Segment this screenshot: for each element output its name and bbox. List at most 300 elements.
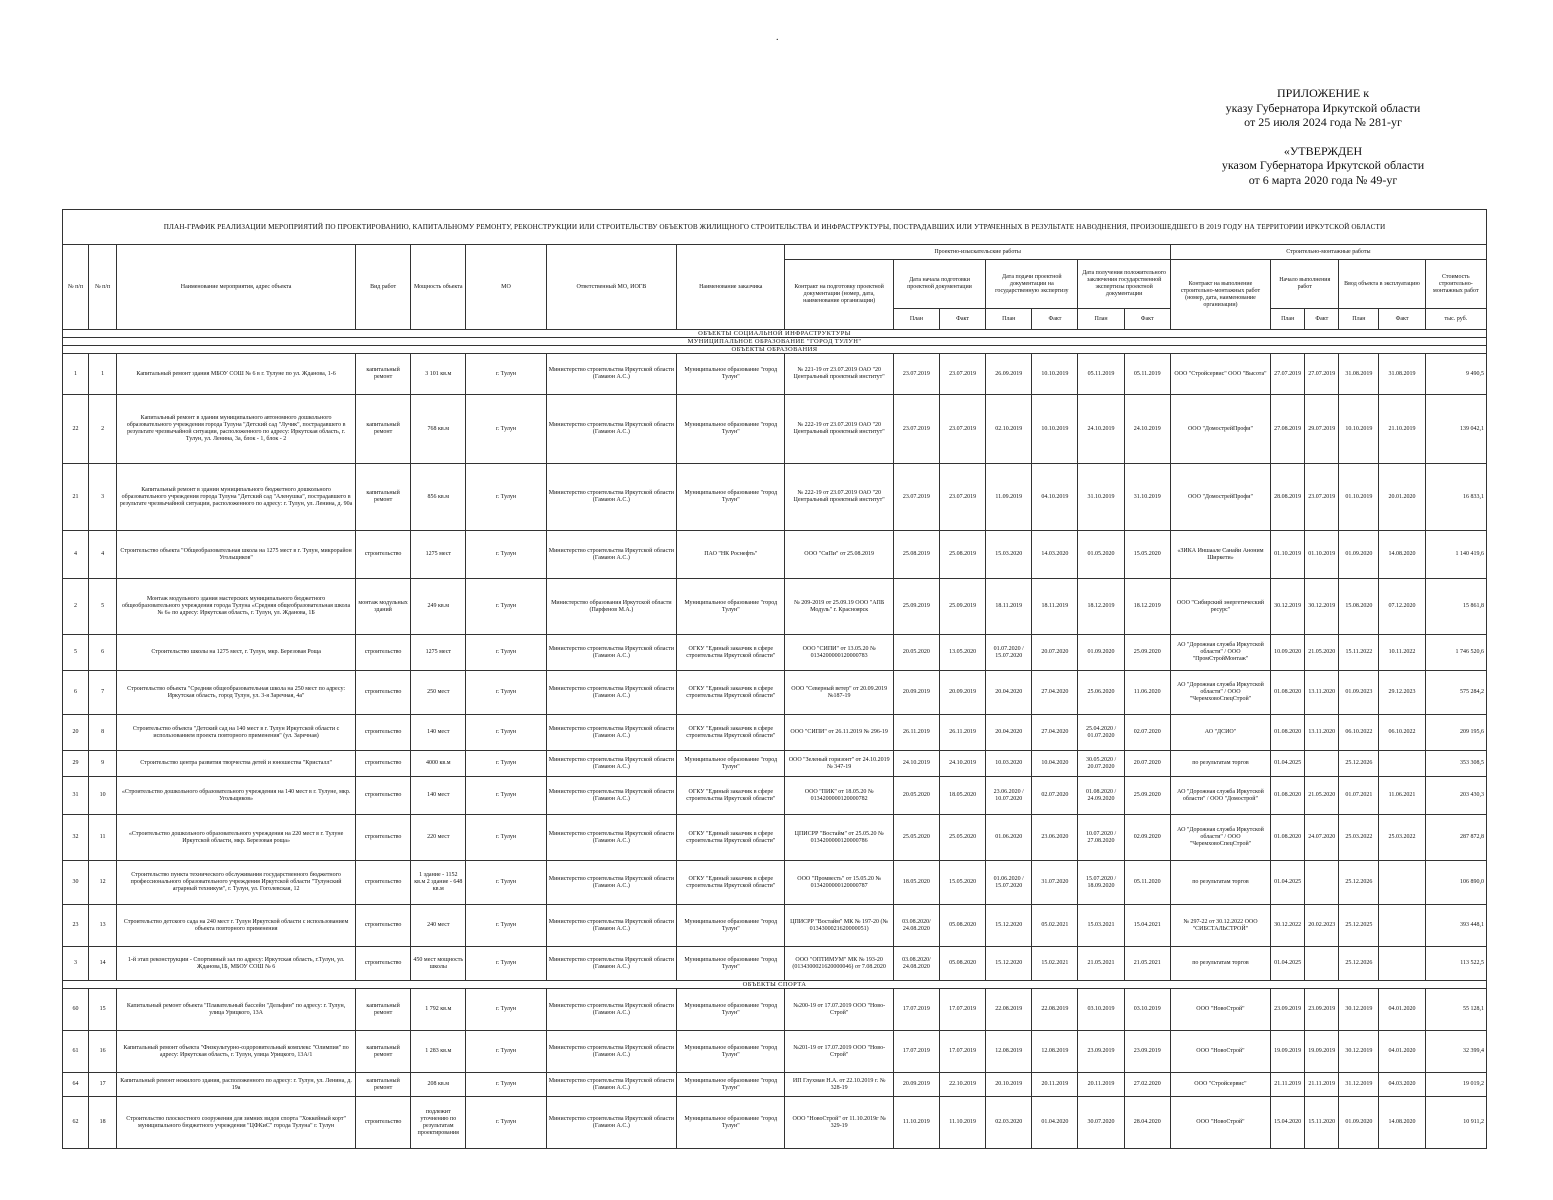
- build-start-fact: 23.09.2019: [1305, 989, 1339, 1031]
- cost: 575 284,2: [1425, 671, 1486, 715]
- responsible: Министерство образования Иркутской области (Парфенов М.А.): [546, 579, 676, 635]
- commissioning-fact: [1379, 861, 1425, 905]
- expertise-result-fact: 05.11.2019: [1124, 354, 1170, 395]
- build-contract: ООО "НовоСтрой": [1170, 1031, 1270, 1073]
- design-start-fact: 18.05.2020: [940, 777, 986, 815]
- commissioning-plan: 01.07.2021: [1339, 777, 1379, 815]
- row-num: 64: [63, 1073, 89, 1097]
- responsible: Министерство строительства Иркутской области (Гамаюн А.С.): [546, 989, 676, 1031]
- capacity: 208 кв.м: [411, 1073, 466, 1097]
- work-type: строительство: [356, 751, 411, 777]
- col-num: № п/п: [63, 245, 89, 330]
- table-title: ПЛАН-ГРАФИК РЕАЛИЗАЦИИ МЕРОПРИЯТИЙ ПО ПРОЕКТИРОВАНИЮ, КАПИТАЛЬНОМУ РЕМОНТУ, РЕКОНСТРУКЦИИ ИЛИ СТРОИТЕЛЬСТВУ ОБЪЕКТОВ ЖИЛИЩНОГО СТРОИТЕЛЬСТВА И ИНФРАСТРУКТУРЫ, ПОСТРАДАВШИХ ИЛИ УТРАЧЕННЫХ В РЕЗУЛЬТАТЕ НАВОДНЕНИЯ, ПРОИЗОШЕДШЕГО В 2019 ГОДУ НА ТЕРРИТОРИИ ИРКУТСКОЙ ОБЛАСТИ: [63, 210, 1487, 245]
- build-start-plan: 23.09.2019: [1271, 989, 1305, 1031]
- mo: г. Тулун: [466, 531, 546, 579]
- commissioning-plan: 01.09.2023: [1339, 671, 1379, 715]
- group-design-works: Проектно-изыскательские работы: [785, 245, 1170, 260]
- object-name: Капитальный ремонт объекта "Плавательный бассейн "Дельфин" по адресу: г. Тулун, улица Урицкого, 13А: [117, 989, 356, 1031]
- expertise-submit-fact: 27.04.2020: [1032, 715, 1078, 751]
- col-expertise-submit: Дата подачи проектной документации на государственную экспертизу: [986, 260, 1078, 309]
- sub-plan: План: [1339, 309, 1379, 330]
- responsible: Министерство строительства Иркутской области (Гамаюн А.С.): [546, 947, 676, 981]
- expertise-result-plan: 01.05.2020: [1078, 531, 1124, 579]
- responsible: Министерство строительства Иркутской области (Гамаюн А.С.): [546, 354, 676, 395]
- cost: 106 890,0: [1425, 861, 1486, 905]
- work-type: строительство: [356, 671, 411, 715]
- responsible: Министерство строительства Иркутской области (Гамаюн А.С.): [546, 1097, 676, 1149]
- responsible: Министерство строительства Иркутской области (Гамаюн А.С.): [546, 815, 676, 861]
- sub-cost-unit: тыс. руб.: [1425, 309, 1486, 330]
- build-contract: ООО "Стройсервис" ООО "Высота": [1170, 354, 1270, 395]
- build-start-fact: 01.10.2019: [1305, 531, 1339, 579]
- commissioning-plan: 10.10.2019: [1339, 395, 1379, 464]
- row-num2: 17: [89, 1073, 117, 1097]
- design-start-plan: 03.08.2020/ 24.08.2020: [893, 947, 939, 981]
- build-start-plan: 01.08.2020: [1271, 815, 1305, 861]
- expertise-submit-plan: 01.07.2020 / 15.07.2020: [986, 635, 1032, 671]
- object-name: Капитальный ремонт нежилого здания, расположенного по адресу: г. Тулун, ул. Ленина, д. 19а: [117, 1073, 356, 1097]
- mo: г. Тулун: [466, 715, 546, 751]
- expertise-submit-fact: 22.08.2019: [1032, 989, 1078, 1031]
- row-num: 60: [63, 989, 89, 1031]
- col-work-type: Вид работ: [356, 245, 411, 330]
- design-start-fact: 23.07.2019: [940, 464, 986, 531]
- mo: г. Тулун: [466, 905, 546, 947]
- work-type: строительство: [356, 635, 411, 671]
- table-row: [63, 635, 1487, 671]
- table-row: [63, 579, 1487, 635]
- row-num: 6: [63, 671, 89, 715]
- mo: г. Тулун: [466, 671, 546, 715]
- design-start-fact: 23.07.2019: [940, 395, 986, 464]
- object-name: Строительство детского сада на 240 мест г. Тулун Иркутской области с использованием объекта повторного применения: [117, 905, 356, 947]
- capacity: 220 мест: [411, 815, 466, 861]
- table-row: [63, 905, 1487, 947]
- design-start-plan: 25.05.2020: [893, 815, 939, 861]
- cost: 1 140 419,6: [1425, 531, 1486, 579]
- row-num2: 15: [89, 989, 117, 1031]
- capacity: 1 792 кв.м: [411, 989, 466, 1031]
- customer: ОГКУ "Единый заказчик в сфере строительства Иркутской области": [677, 815, 785, 861]
- capacity: 250 мест: [411, 671, 466, 715]
- row-num2: 2: [89, 395, 117, 464]
- design-start-fact: 17.07.2019: [940, 1031, 986, 1073]
- commissioning-plan: 01.09.2020: [1339, 531, 1379, 579]
- build-start-plan: 01.08.2020: [1271, 777, 1305, 815]
- row-num: 31: [63, 777, 89, 815]
- capacity: 249 кв.м: [411, 579, 466, 635]
- commissioning-fact: 20.01.2020: [1379, 464, 1425, 531]
- expertise-submit-plan: 02.03.2020: [986, 1097, 1032, 1149]
- work-type: монтаж модульных зданий: [356, 579, 411, 635]
- design-contract: ООО "НовоСтрой" от 11.10.2019г № 329-19: [785, 1097, 893, 1149]
- responsible: Министерство строительства Иркутской области (Гамаюн А.С.): [546, 861, 676, 905]
- section-municipality: МУНИЦИПАЛЬНОЕ ОБРАЗОВАНИЕ "ГОРОД ТУЛУН": [63, 338, 1487, 346]
- cost: 9 490,5: [1425, 354, 1486, 395]
- sub-fact: Факт: [1305, 309, 1339, 330]
- capacity: подлежит уточнению по результатам проектирования: [411, 1097, 466, 1149]
- col-design-start: Дата начала подготовки проектной документации: [893, 260, 985, 309]
- section-sport: ОБЪЕКТЫ СПОРТА: [63, 981, 1487, 989]
- design-start-plan: 17.07.2019: [893, 989, 939, 1031]
- mo: г. Тулун: [466, 1073, 546, 1097]
- expertise-submit-fact: 23.06.2020: [1032, 815, 1078, 861]
- expertise-result-fact: 02.09.2020: [1124, 815, 1170, 861]
- commissioning-fact: [1379, 905, 1425, 947]
- row-num: 20: [63, 715, 89, 751]
- object-name: Капитальный ремонт объекта "Физкультурно-оздоровительный комплекс "Олимпия" по адресу: Иркутская область, г. Тулун, улица Урицкого, 13А/1: [117, 1031, 356, 1073]
- mo: г. Тулун: [466, 395, 546, 464]
- row-num2: 13: [89, 905, 117, 947]
- page-dot: .: [776, 32, 779, 43]
- expertise-submit-plan: 10.03.2020: [986, 751, 1032, 777]
- design-start-plan: 03.08.2020/ 24.08.2020: [893, 905, 939, 947]
- work-type: капитальный ремонт: [356, 354, 411, 395]
- object-name: Строительство школы на 1275 мест, г. Тулун, мкр. Березовая Роща: [117, 635, 356, 671]
- mo: г. Тулун: [466, 1097, 546, 1149]
- expertise-submit-fact: 20.11.2019: [1032, 1073, 1078, 1097]
- expertise-submit-fact: 05.02.2021: [1032, 905, 1078, 947]
- expertise-submit-plan: 15.12.2020: [986, 905, 1032, 947]
- design-contract: №200-19 от 17.07.2019 ООО "Ново-Строй": [785, 989, 893, 1031]
- mo: г. Тулун: [466, 815, 546, 861]
- row-num2: 5: [89, 579, 117, 635]
- row-num: 61: [63, 1031, 89, 1073]
- work-type: капитальный ремонт: [356, 1031, 411, 1073]
- build-start-plan: 15.04.2020: [1271, 1097, 1305, 1149]
- table-row: [63, 777, 1487, 815]
- commissioning-plan: 31.12.2019: [1339, 1073, 1379, 1097]
- design-contract: ООО "Северный ветер" от 20.09.2019 №187-19: [785, 671, 893, 715]
- approval-block: [1173, 86, 1473, 187]
- col-build-contract: Контракт на выполнение строительно-монтажных работ (номер, дата, наименование организации): [1170, 260, 1270, 330]
- build-start-plan: 01.04.2025: [1271, 861, 1305, 905]
- build-start-plan: 01.04.2025: [1271, 947, 1305, 981]
- design-start-fact: 17.07.2019: [940, 989, 986, 1031]
- row-num2: 8: [89, 715, 117, 751]
- table-row: [63, 671, 1487, 715]
- responsible: Министерство строительства Иркутской области (Гамаюн А.С.): [546, 395, 676, 464]
- design-contract: № 222-19 от 23.07.2019 ОАО "20 Центральный проектный институт": [785, 395, 893, 464]
- responsible: Министерство строительства Иркутской области (Гамаюн А.С.): [546, 905, 676, 947]
- expertise-result-plan: 23.09.2019: [1078, 1031, 1124, 1073]
- build-contract: по результатам торгов: [1170, 861, 1270, 905]
- capacity: 4000 кв.м: [411, 751, 466, 777]
- col-name: Наименование мероприятия, адрес объекта: [117, 245, 356, 330]
- col-expertise-result: Дата получения положительного заключения государственной экспертизы проектной документации: [1078, 260, 1170, 309]
- col-build-start: Начало выполнения работ: [1271, 260, 1339, 309]
- responsible: Министерство строительства Иркутской области (Гамаюн А.С.): [546, 715, 676, 751]
- object-name: Строительство центра развития творчества детей и юношества "Кристалл": [117, 751, 356, 777]
- customer: Муниципальное образование "город Тулун": [677, 947, 785, 981]
- col-design-contract: Контракт на подготовку проектной документации (номер, дата, наименование организации): [785, 260, 893, 330]
- work-type: капитальный ремонт: [356, 464, 411, 531]
- commissioning-fact: 21.10.2019: [1379, 395, 1425, 464]
- commissioning-fact: 04.03.2020: [1379, 1073, 1425, 1097]
- build-contract: по результатам торгов: [1170, 947, 1270, 981]
- expertise-submit-fact: 10.10.2019: [1032, 354, 1078, 395]
- design-contract: ООО "ОПТИМУМ" МК № 193-20 (0134300021620000046) от 7.08.2020: [785, 947, 893, 981]
- capacity: 140 мест: [411, 715, 466, 751]
- expertise-submit-plan: 01.06.2020: [986, 815, 1032, 861]
- build-contract: ООО "Стройсервис": [1170, 1073, 1270, 1097]
- expertise-result-plan: 24.10.2019: [1078, 395, 1124, 464]
- work-type: капитальный ремонт: [356, 395, 411, 464]
- mo: г. Тулун: [466, 777, 546, 815]
- table-row: [63, 395, 1487, 464]
- design-start-plan: 20.05.2020: [893, 777, 939, 815]
- design-start-fact: 05.08.2020: [940, 905, 986, 947]
- design-contract: № 221-19 от 23.07.2019 ОАО "20 Центральный проектный институт": [785, 354, 893, 395]
- responsible: Министерство строительства Иркутской области (Гамаюн А.С.): [546, 777, 676, 815]
- design-start-plan: 24.10.2019: [893, 751, 939, 777]
- design-start-plan: 18.05.2020: [893, 861, 939, 905]
- design-start-fact: 25.05.2020: [940, 815, 986, 861]
- customer: Муниципальное образование "город Тулун": [677, 1073, 785, 1097]
- capacity: 140 мест: [411, 777, 466, 815]
- table-row: [63, 989, 1487, 1031]
- object-name: Капитальный ремонт в здании муниципального автономного дошкольного образовательного учреждения города Тулуна "Детский сад "Лучик", пострадавшего в результате чрезвычайной ситуации, расположенного по адресу: Иркутская область, г. Тулун, ул. Ленина, 3а, блок - 1, блок - 2: [117, 395, 356, 464]
- capacity: 768 кв.м: [411, 395, 466, 464]
- design-start-fact: 15.05.2020: [940, 861, 986, 905]
- build-contract: ООО "ДомострейПрофи": [1170, 464, 1270, 531]
- expertise-result-fact: 05.11.2020: [1124, 861, 1170, 905]
- plan-table-wrapper: [62, 209, 1487, 1149]
- row-num2: 16: [89, 1031, 117, 1073]
- customer: ОГКУ "Единый заказчик в сфере строительства Иркутской области": [677, 671, 785, 715]
- expertise-submit-plan: 11.09.2019: [986, 464, 1032, 531]
- customer: ОГКУ "Единый заказчик в сфере строительства Иркутской области": [677, 635, 785, 671]
- commissioning-fact: [1379, 947, 1425, 981]
- build-start-fact: 21.11.2019: [1305, 1073, 1339, 1097]
- expertise-result-plan: 18.12.2019: [1078, 579, 1124, 635]
- cost: 209 195,6: [1425, 715, 1486, 751]
- expertise-result-plan: 30.07.2020: [1078, 1097, 1124, 1149]
- col-mo: МО: [466, 245, 546, 330]
- expertise-result-fact: 11.06.2020: [1124, 671, 1170, 715]
- expertise-submit-plan: 12.08.2019: [986, 1031, 1032, 1073]
- build-start-plan: 01.08.2020: [1271, 715, 1305, 751]
- row-num: 23: [63, 905, 89, 947]
- build-start-fact: [1305, 861, 1339, 905]
- responsible: Министерство строительства Иркутской области (Гамаюн А.С.): [546, 531, 676, 579]
- table-row: [63, 715, 1487, 751]
- expertise-result-plan: 01.08.2020 / 24.09.2020: [1078, 777, 1124, 815]
- expertise-result-fact: 27.02.2020: [1124, 1073, 1170, 1097]
- object-name: Строительство объекта "Общеобразовательная школа на 1275 мест в г. Тулун, микрорайон Угольщиков": [117, 531, 356, 579]
- build-contract: ООО "НовоСтрой": [1170, 989, 1270, 1031]
- design-contract: ООО "СИПИ" от 13.05.20 № 0134200000120000783: [785, 635, 893, 671]
- design-start-plan: 23.07.2019: [893, 464, 939, 531]
- build-start-plan: 27.08.2019: [1271, 395, 1305, 464]
- mo: г. Тулун: [466, 989, 546, 1031]
- design-contract: ЦПИСРР "Востайм" от 25.05.20 № 0134200000120000786: [785, 815, 893, 861]
- row-num2: 18: [89, 1097, 117, 1149]
- expertise-result-fact: 03.10.2019: [1124, 989, 1170, 1031]
- expertise-result-fact: 15.04.2021: [1124, 905, 1170, 947]
- build-contract: ООО "НовоСтрой": [1170, 1097, 1270, 1149]
- sub-plan: План: [986, 309, 1032, 330]
- design-start-plan: 20.09.2019: [893, 671, 939, 715]
- expertise-result-plan: 30.05.2020 / 20.07.2020: [1078, 751, 1124, 777]
- sub-fact: Факт: [1124, 309, 1170, 330]
- cost: 203 430,3: [1425, 777, 1486, 815]
- expertise-submit-fact: 15.02.2021: [1032, 947, 1078, 981]
- expertise-result-fact: 18.12.2019: [1124, 579, 1170, 635]
- commissioning-plan: 25.12.2026: [1339, 947, 1379, 981]
- expertise-result-plan: 15.07.2020 / 18.09.2020: [1078, 861, 1124, 905]
- col-cost: Стоимость строительно-монтажных работ: [1425, 260, 1486, 309]
- design-start-plan: 20.09.2019: [893, 1073, 939, 1097]
- object-name: Строительство объекта "Детский сад на 140 мест в г. Тулун Иркутской области с использованием проекта повторного применения" (ул. Заречная): [117, 715, 356, 751]
- sub-plan: План: [893, 309, 939, 330]
- cost: 353 308,5: [1425, 751, 1486, 777]
- design-start-plan: 23.07.2019: [893, 354, 939, 395]
- expertise-result-plan: 31.10.2019: [1078, 464, 1124, 531]
- expertise-submit-plan: 15.03.2020: [986, 531, 1032, 579]
- table-row: [63, 861, 1487, 905]
- build-start-fact: 13.11.2020: [1305, 671, 1339, 715]
- cost: 10 911,2: [1425, 1097, 1486, 1149]
- object-name: «Строительство дошкольного образовательного учреждения на 140 мест в г. Тулуне, мкр. Угольщиков»: [117, 777, 356, 815]
- row-num2: 11: [89, 815, 117, 861]
- commissioning-fact: 29.12.2023: [1379, 671, 1425, 715]
- expertise-result-fact: 15.05.2020: [1124, 531, 1170, 579]
- object-name: 1-й этап реконструкции - Спортивный зал по адресу: Иркутская область, г.Тулун, ул. Жданова,1Б, МБОУ СОШ № 6: [117, 947, 356, 981]
- mo: г. Тулун: [466, 751, 546, 777]
- cost: 139 042,1: [1425, 395, 1486, 464]
- build-start-fact: 21.05.2020: [1305, 777, 1339, 815]
- row-num: 21: [63, 464, 89, 531]
- row-num2: 12: [89, 861, 117, 905]
- capacity: 3 101 кв.м: [411, 354, 466, 395]
- build-start-fact: 30.12.2019: [1305, 579, 1339, 635]
- commissioning-plan: 15.11.2022: [1339, 635, 1379, 671]
- expertise-submit-fact: 12.08.2019: [1032, 1031, 1078, 1073]
- work-type: строительство: [356, 905, 411, 947]
- commissioning-fact: 25.03.2022: [1379, 815, 1425, 861]
- build-contract: АО "Дорожная служба Иркутской области" / ООО "ПромСтройМонтаж": [1170, 635, 1270, 671]
- build-start-plan: 01.04.2025: [1271, 751, 1305, 777]
- commissioning-plan: 01.09.2020: [1339, 1097, 1379, 1149]
- customer: Муниципальное образование "город Тулун": [677, 1097, 785, 1149]
- row-num: 62: [63, 1097, 89, 1149]
- design-start-plan: 25.08.2019: [893, 531, 939, 579]
- row-num: 32: [63, 815, 89, 861]
- table-row: [63, 1097, 1487, 1149]
- build-contract: ООО "Сибирский энергетический ресурс": [1170, 579, 1270, 635]
- design-start-fact: 13.05.2020: [940, 635, 986, 671]
- customer: Муниципальное образование "город Тулун": [677, 1031, 785, 1073]
- build-start-fact: 27.07.2019: [1305, 354, 1339, 395]
- approval-line-3: от 25 июля 2024 года № 281-уг: [1244, 115, 1402, 129]
- commissioning-fact: 04.01.2020: [1379, 1031, 1425, 1073]
- build-start-plan: 30.12.2019: [1271, 579, 1305, 635]
- expertise-submit-fact: 27.04.2020: [1032, 671, 1078, 715]
- design-start-fact: 25.09.2019: [940, 579, 986, 635]
- expertise-result-plan: 05.11.2019: [1078, 354, 1124, 395]
- expertise-submit-plan: 15.12.2020: [986, 947, 1032, 981]
- work-type: строительство: [356, 947, 411, 981]
- table-body: [63, 330, 1487, 1149]
- responsible: Министерство строительства Иркутской области (Гамаюн А.С.): [546, 635, 676, 671]
- build-start-plan: 21.11.2019: [1271, 1073, 1305, 1097]
- expertise-submit-fact: 18.11.2019: [1032, 579, 1078, 635]
- expertise-result-plan: 01.09.2020: [1078, 635, 1124, 671]
- object-name: «Строительство дошкольного образовательного учреждения на 220 мест в г. Тулуне Иркутской области, мкр. Березовая роща»: [117, 815, 356, 861]
- col-capacity: Мощность объекта: [411, 245, 466, 330]
- row-num2: 6: [89, 635, 117, 671]
- capacity: 1275 мест: [411, 531, 466, 579]
- mo: г. Тулун: [466, 464, 546, 531]
- table-row: [63, 1073, 1487, 1097]
- commissioning-plan: 15.08.2020: [1339, 579, 1379, 635]
- commissioning-plan: 30.12.2019: [1339, 989, 1379, 1031]
- design-contract: ООО "Промвесть" от 15.05.20 № 0134200000120000787: [785, 861, 893, 905]
- col-num2: № п/п: [89, 245, 117, 330]
- responsible: Министерство строительства Иркутской области (Гамаюн А.С.): [546, 1073, 676, 1097]
- expertise-result-plan: 25.06.2020: [1078, 671, 1124, 715]
- col-commissioning: Ввод объекта в эксплуатацию: [1339, 260, 1425, 309]
- build-start-fact: 21.05.2020: [1305, 635, 1339, 671]
- expertise-result-plan: 15.03.2021: [1078, 905, 1124, 947]
- build-contract: АО "Дорожная служба Иркутской области" / ООО "ЧеремховоСпецСтрой": [1170, 815, 1270, 861]
- expertise-submit-plan: 20.04.2020: [986, 671, 1032, 715]
- cost: 113 522,5: [1425, 947, 1486, 981]
- capacity: 240 мест: [411, 905, 466, 947]
- design-contract: ООО "Зеленый горизонт" от 24.10.2019 № 347-19: [785, 751, 893, 777]
- design-start-fact: 05.08.2020: [940, 947, 986, 981]
- commissioning-plan: 01.10.2019: [1339, 464, 1379, 531]
- expertise-result-fact: 25.09.2020: [1124, 635, 1170, 671]
- object-name: Строительство плоскостного сооружения для зимних видов спорта "Хоккейный корт" муниципального бюджетного учреждения "ЦФКиС" города Тулуна" г. Тулун: [117, 1097, 356, 1149]
- expertise-submit-fact: 20.07.2020: [1032, 635, 1078, 671]
- table-row: [63, 751, 1487, 777]
- build-start-plan: 19.09.2019: [1271, 1031, 1305, 1073]
- expertise-result-plan: 20.11.2019: [1078, 1073, 1124, 1097]
- expertise-submit-plan: 20.10.2019: [986, 1073, 1032, 1097]
- expertise-submit-fact: 04.10.2019: [1032, 464, 1078, 531]
- table-row: [63, 815, 1487, 861]
- object-name: Монтаж модульного здания мастерских муниципального бюджетного общеобразовательного учреждения города Тулуна «Средняя общеобразовательная школа № 6» по адресу: Иркутская область, г. Тулун, ул. Жданова, 1Б: [117, 579, 356, 635]
- build-start-fact: 15.11.2020: [1305, 1097, 1339, 1149]
- build-start-fact: [1305, 947, 1339, 981]
- capacity: 1 283 кв.м: [411, 1031, 466, 1073]
- commissioning-fact: 14.08.2020: [1379, 1097, 1425, 1149]
- build-contract: № 297-22 от 30.12.2022 ООО "СИБСТАЛЬСТРОЙ": [1170, 905, 1270, 947]
- row-num2: 9: [89, 751, 117, 777]
- build-contract: «ЗИКА Иншаале Санайи Аноним Ширкети»: [1170, 531, 1270, 579]
- mo: г. Тулун: [466, 861, 546, 905]
- work-type: строительство: [356, 815, 411, 861]
- mo: г. Тулун: [466, 1031, 546, 1073]
- capacity: 1275 мест: [411, 635, 466, 671]
- approval-line-6: от 6 марта 2020 года № 49-уг: [1248, 172, 1398, 187]
- expertise-result-plan: 10.07.2020 / 27.08.2020: [1078, 815, 1124, 861]
- customer: ОГКУ "Единый заказчик в сфере строительства Иркутской области": [677, 715, 785, 751]
- approval-line-5: указом Губернатора Иркутской области: [1221, 158, 1425, 172]
- approval-line-1: ПРИЛОЖЕНИЕ к: [1276, 86, 1370, 100]
- expertise-result-plan: 21.05.2021: [1078, 947, 1124, 981]
- expertise-submit-fact: 02.07.2020: [1032, 777, 1078, 815]
- expertise-submit-fact: 31.07.2020: [1032, 861, 1078, 905]
- row-num: 22: [63, 395, 89, 464]
- expertise-submit-plan: 18.11.2019: [986, 579, 1032, 635]
- table-row: [63, 947, 1487, 981]
- design-start-plan: 25.09.2019: [893, 579, 939, 635]
- customer: Муниципальное образование "город Тулун": [677, 905, 785, 947]
- expertise-submit-fact: 01.04.2020: [1032, 1097, 1078, 1149]
